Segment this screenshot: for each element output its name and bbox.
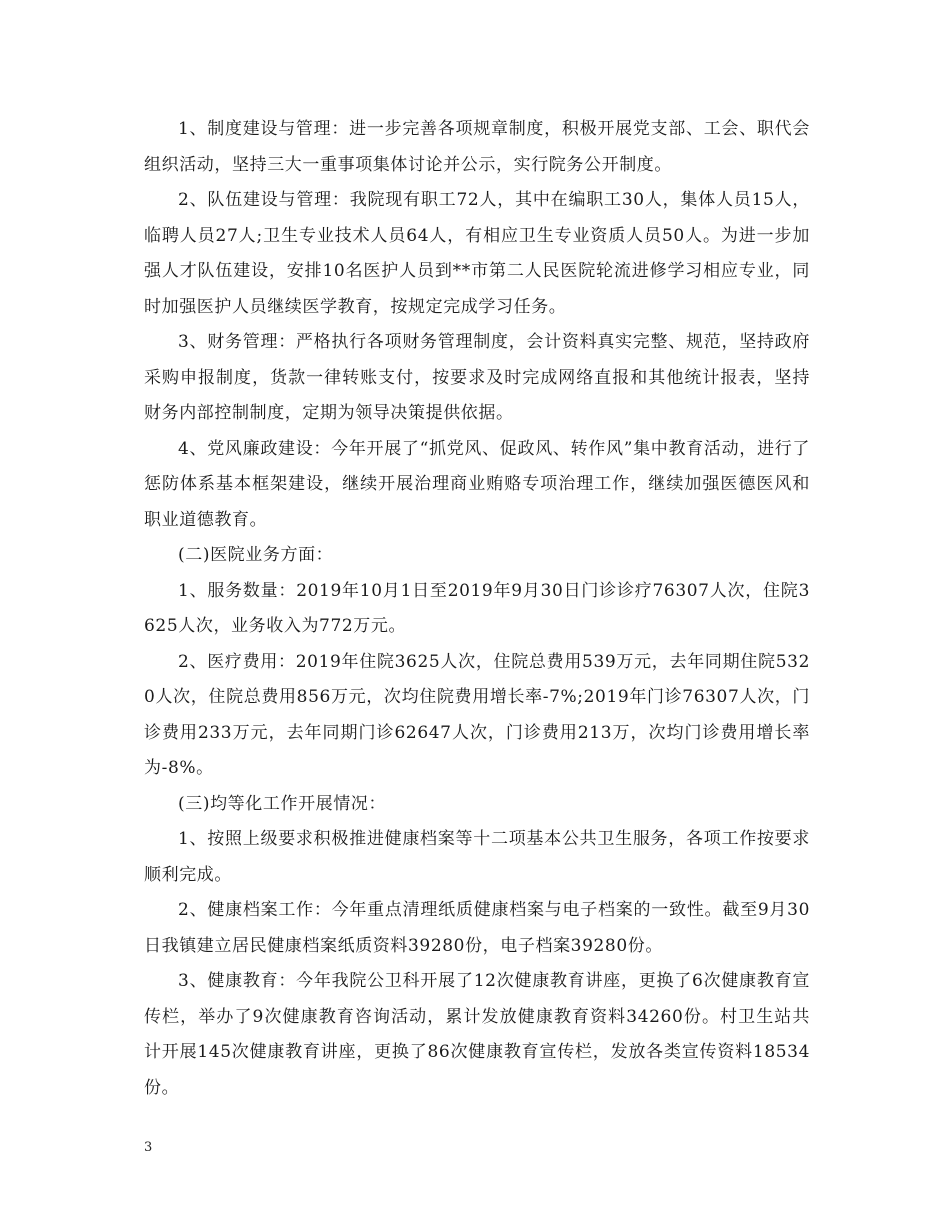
- section-heading-equalization-work: (三)均等化工作开展情况：: [178, 793, 387, 814]
- paragraph-institution-building: 1、制度建设与管理：进一步完善各项规章制度，积极开展党支部、工会、职代会组织活动，坚持三大一重事项集体讨论并公示，实行院务公开制度。: [144, 119, 810, 175]
- paragraph-staff-management: 2、队伍建设与管理：我院现有职工72人，其中在编职工30人，集体人员15人，临聘人员27人;卫生专业技术人员64人，有相应卫生专业资质人员50人。为进一步加强人才队伍建设，安排10名医护人员到**市第二人民医院轮流进修学习相应专业，同时加强医护人员继续医学教育，按规定完成学习任务。: [144, 190, 810, 317]
- paragraph-service-volume: 1、服务数量：2019年10月1日至2019年9月30日门诊诊疗76307人次，住院3625人次，业务收入为772万元。: [144, 580, 810, 636]
- paragraph-party-integrity: 4、党风廉政建设：今年开展了“抓党风、促政风、转作风”集中教育活动，进行了惩防体系基本框架建设，继续开展治理商业贿赂专项治理工作，继续加强医德医风和职业道德教育。: [144, 438, 810, 530]
- page-number: 3: [144, 1140, 153, 1155]
- paragraph-financial-management: 3、财务管理：严格执行各项财务管理制度，会计资料真实完整、规范，坚持政府采购申报制度，货款一律转账支付，按要求及时完成网络直报和其他统计报表，坚持财务内部控制制度，定期为领导决策提供依据。: [144, 332, 810, 423]
- section-heading-hospital-business: (二)医院业务方面：: [178, 545, 334, 565]
- document-body: [144, 112, 810, 1106]
- paragraph-health-education: 3、健康教育：今年我院公卫科开展了12次健康教育讲座，更换了6次健康教育宣传栏，举办了9次健康教育咨询活动，累计发放健康教育资料34260份。村卫生站共计开展145次健康教育讲座，更换了86次健康教育宣传栏，发放各类宣传资料18534份。: [144, 971, 810, 1098]
- paragraph-health-records: 2、健康档案工作：今年重点清理纸质健康档案与电子档案的一致性。截至9月30日我镇建立居民健康档案纸质资料39280份，电子档案39280份。: [144, 900, 810, 956]
- paragraph-public-health-services: 1、按照上级要求积极推进健康档案等十二项基本公共卫生服务，各项工作按要求顺利完成。: [144, 829, 810, 885]
- paragraph-medical-costs: 2、医疗费用：2019年住院3625人次，住院总费用539万元，去年同期住院5320人次，住院总费用856万元，次均住院费用增长率-7%;2019年门诊76307人次，门诊费用233万元，去年同期门诊62647人次，门诊费用213万，次均门诊费用增长率为-8%。: [144, 651, 810, 778]
